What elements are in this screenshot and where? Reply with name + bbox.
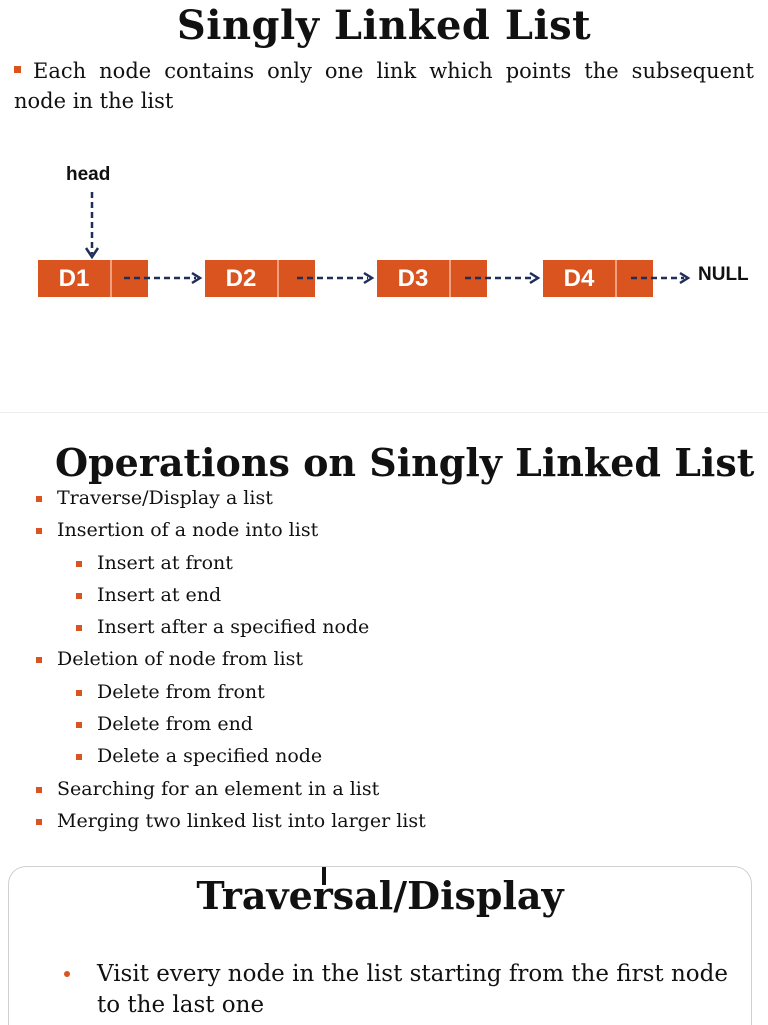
list-item [0,676,768,708]
list-item [0,579,768,611]
bullet-square-icon [76,625,82,631]
bullet-square-icon [76,722,82,728]
node-data: D1 [38,260,112,297]
list-item-text: Traverse/Display a list [57,487,273,509]
null-label: NULL [698,264,749,285]
list-item [0,643,768,675]
list-item-text: Delete from end [97,713,253,736]
list-item-text: Merging two linked list into larger list [57,809,426,832]
list-item [0,514,768,546]
bullet-dot-icon [64,971,70,977]
list-item-text: Delete from front [97,680,265,703]
slide3-bullet-text: Visit every node in the list starting from the first node to the last one [97,961,728,1018]
bullet-square-icon [36,496,42,502]
list-item [0,740,768,772]
slide-traversal [8,866,752,1025]
list-item [0,482,768,514]
slide1-description [14,56,754,116]
slide1-description-text: Each node contains only one link which points the subsequent node in the list [14,59,754,113]
bullet-square-icon [36,819,42,825]
bullet-square-icon [76,754,82,760]
list-item [0,773,768,805]
list-item [0,708,768,740]
list-item-text: Searching for an element in a list [57,777,380,800]
list-item-text: Insert at end [97,583,222,606]
list-item [0,611,768,643]
node-data: D2 [205,260,279,297]
slide2-title: Operations on Singly Linked List [55,440,755,485]
list-item-text: Insertion of a node into list [57,519,319,542]
list-item-text: Delete a specified node [97,745,323,768]
slide1-title: Singly Linked List [176,2,592,49]
slide3-bullet [9,959,751,1021]
list-item [0,547,768,579]
slide3-title: Traversal/Display [196,873,564,918]
bullet-square-icon [76,561,82,567]
bullet-square-icon [36,528,42,534]
pointer-arrows [0,150,768,320]
bullet-square-icon [76,690,82,696]
slide-singly-linked-list [0,0,768,413]
bullet-square-icon [36,657,42,663]
bullet-square-icon [14,66,21,73]
node-data: D3 [377,260,451,297]
bullet-square-icon [76,593,82,599]
operations-list [0,482,768,837]
head-label: head [66,164,111,185]
bullet-square-icon [36,787,42,793]
node-data: D4 [543,260,617,297]
list-item [0,805,768,837]
list-item-text: Insert after a specified node [97,616,370,639]
linked-list-diagram [0,150,768,320]
list-item-text: Deletion of node from list [57,648,304,671]
list-item-text: Insert at front [97,551,233,574]
slide-operations [0,430,768,850]
